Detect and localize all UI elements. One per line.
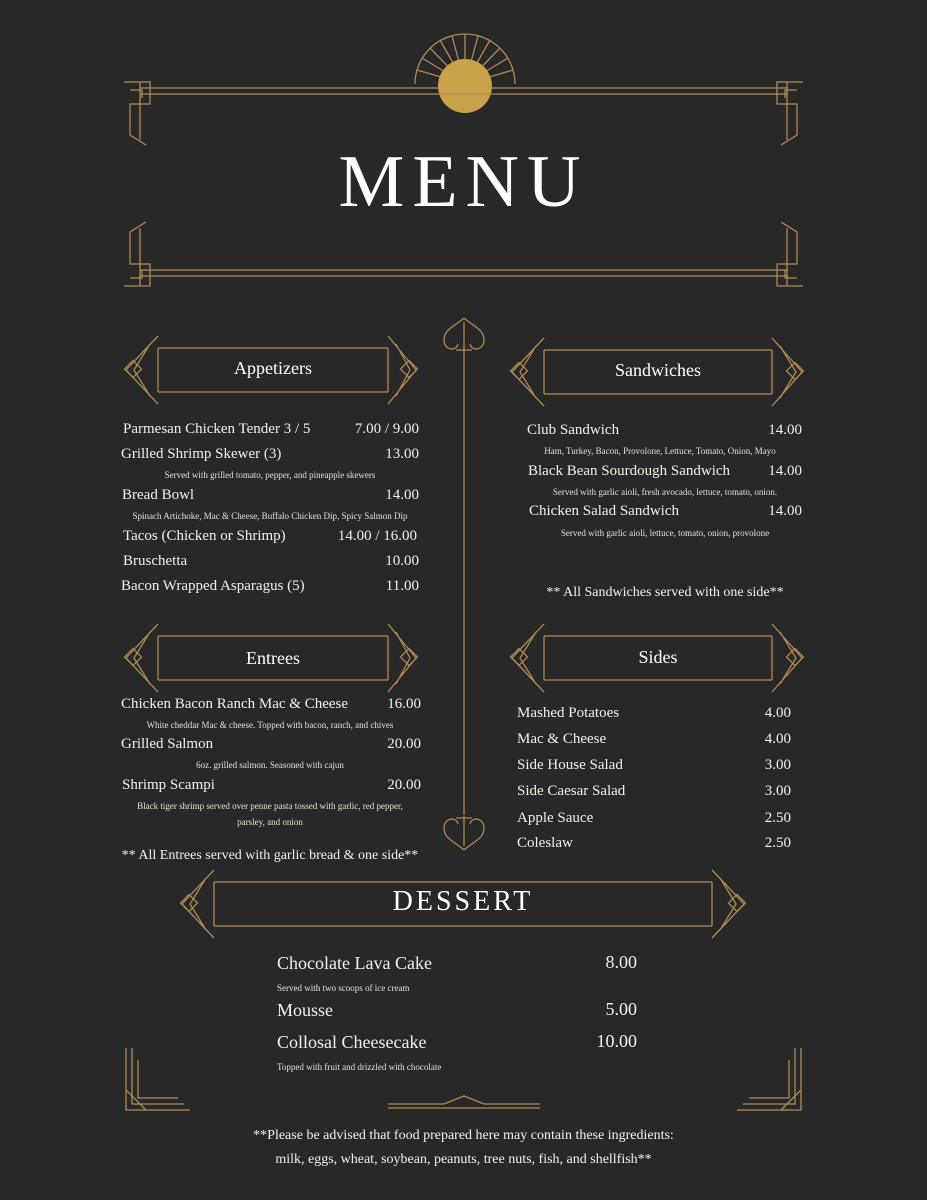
menu-title: MENU xyxy=(338,141,589,223)
item-price: 4.00 xyxy=(764,705,791,721)
bottom-corners xyxy=(126,1048,801,1110)
item-name: Collosal Cheesecake xyxy=(277,1032,427,1052)
sunburst-icon xyxy=(415,34,515,113)
item-price: 2.50 xyxy=(764,835,791,851)
item-name: Tacos (Chicken or Shrimp) xyxy=(123,528,286,544)
item-description: Topped with fruit and drizzled with chocolate xyxy=(277,1062,442,1072)
item-description: Served with garlic aioli, fresh avocado, lettuce, tomato, onion. xyxy=(552,487,778,497)
item-name: Black Bean Sourdough Sandwich xyxy=(528,463,731,479)
item-price: 14.00 xyxy=(385,487,419,503)
item-price: 8.00 xyxy=(605,952,637,972)
item-name: Mac & Cheese xyxy=(517,731,607,747)
item-price: 3.00 xyxy=(764,783,791,799)
item-name: Parmesan Chicken Tender 3 / 5 xyxy=(123,421,311,437)
sandwiches-heading: Sandwiches xyxy=(615,360,701,380)
allergen-notice-line1: **Please be advised that food prepared here may contain these ingredients: xyxy=(253,1128,674,1143)
allergen-notice-line2: milk, eggs, wheat, soybean, peanuts, tree nuts, fish, and shellfish** xyxy=(275,1152,652,1167)
item-description: Served with two scoops of ice cream xyxy=(277,983,410,993)
item-name: Side House Salad xyxy=(517,757,623,773)
item-price: 14.00 / 16.00 xyxy=(337,528,417,544)
item-name: Apple Sauce xyxy=(517,810,594,826)
item-price: 13.00 xyxy=(385,446,419,462)
dessert-heading: DESSERT xyxy=(392,886,534,917)
center-divider xyxy=(444,318,484,850)
entrees-note: ** All Entrees served with garlic bread & one side** xyxy=(121,848,419,863)
item-price: 20.00 xyxy=(387,777,421,793)
item-name: Chicken Bacon Ranch Mac & Cheese xyxy=(121,696,349,712)
item-price: 10.00 xyxy=(385,553,419,569)
item-name: Grilled Salmon xyxy=(121,736,214,752)
sandwiches-note: ** All Sandwiches served with one side** xyxy=(546,585,784,600)
item-description: Black tiger shrimp served over penne pasta tossed with garlic, red pepper, xyxy=(137,801,403,811)
item-name: Club Sandwich xyxy=(527,422,620,438)
item-description: parsley, and onion xyxy=(237,817,303,827)
item-name: Chicken Salad Sandwich xyxy=(529,503,679,519)
sides-heading: Sides xyxy=(638,647,678,667)
item-price: 7.00 / 9.00 xyxy=(354,421,419,437)
item-price: 16.00 xyxy=(387,696,421,712)
item-name: Coleslaw xyxy=(517,835,573,851)
item-description: Served with grilled tomato, pepper, and pineapple skewers xyxy=(164,470,376,480)
item-name: Side Caesar Salad xyxy=(517,783,626,799)
item-price: 14.00 xyxy=(768,422,802,438)
item-price: 3.00 xyxy=(764,757,791,773)
entrees-heading: Entrees xyxy=(246,648,300,668)
item-price: 11.00 xyxy=(385,578,419,594)
item-description: Served with garlic aioli, lettuce, tomato, onion, provolone xyxy=(560,528,770,538)
item-price: 2.50 xyxy=(764,810,791,826)
item-price: 14.00 xyxy=(768,503,802,519)
item-price: 20.00 xyxy=(387,736,421,752)
item-description: Spinach Artichoke, Mac & Cheese, Buffalo Chicken Dip, Spicy Salmon Dip xyxy=(132,511,408,521)
item-name: Mashed Potatoes xyxy=(517,705,620,721)
item-description: Ham, Turkey, Bacon, Provolone, Lettuce, Tomato, Onion, Mayo xyxy=(544,446,776,456)
item-name: Grilled Shrimp Skewer (3) xyxy=(121,446,282,462)
item-name: Bread Bowl xyxy=(122,487,195,503)
item-price: 5.00 xyxy=(605,999,637,1019)
item-name: Chocolate Lava Cake xyxy=(277,953,432,973)
item-description: 6oz. grilled salmon. Seasoned with cajun xyxy=(196,760,344,770)
item-price: 10.00 xyxy=(596,1031,637,1051)
item-description: White cheddar Mac & cheese. Topped with bacon, ranch, and chives xyxy=(146,720,394,730)
item-name: Bruschetta xyxy=(123,553,188,569)
item-name: Shrimp Scampi xyxy=(122,777,215,793)
item-price: 4.00 xyxy=(764,731,791,747)
item-name: Mousse xyxy=(277,1000,334,1020)
appetizers-heading: Appetizers xyxy=(234,358,312,378)
item-name: Bacon Wrapped Asparagus (5) xyxy=(121,578,305,594)
item-price: 14.00 xyxy=(768,463,802,479)
